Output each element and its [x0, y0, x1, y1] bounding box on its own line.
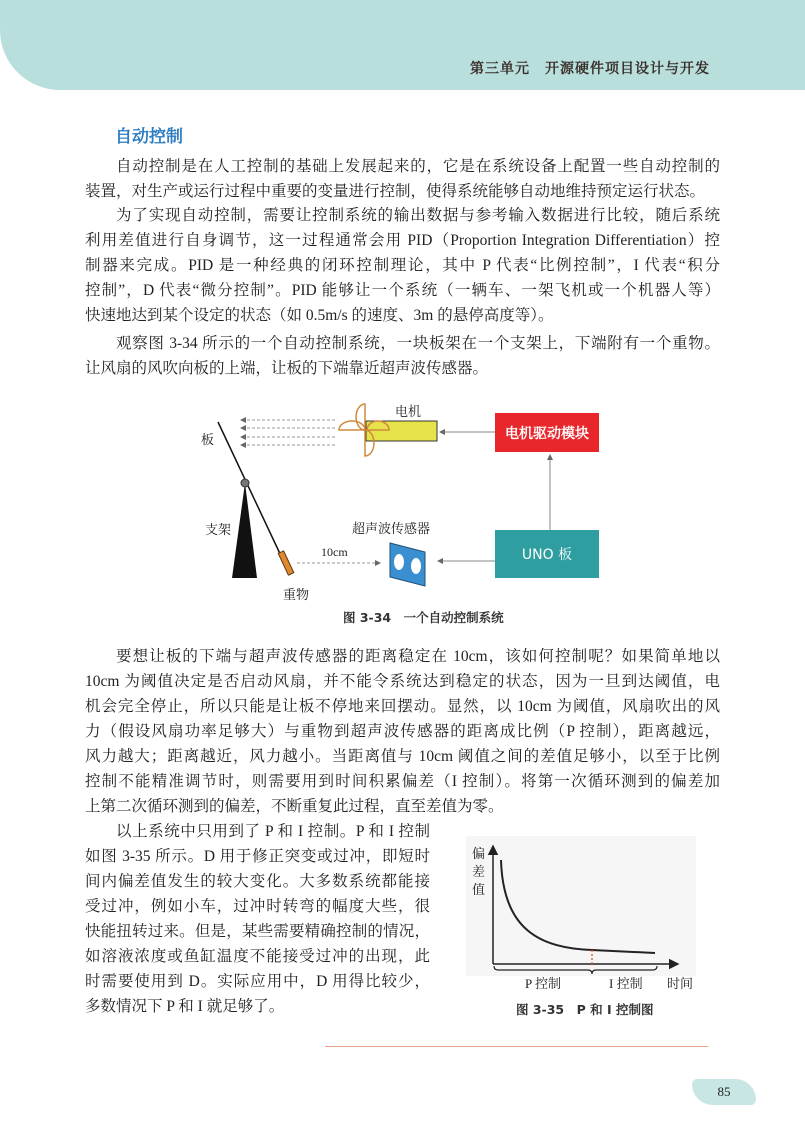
text-line: 控制不能精准调节时，则需要用到时间积累偏差（I 控制）。将第一次循环测到的偏差加 — [85, 773, 720, 790]
y-label-char: 偏 — [472, 846, 486, 861]
x-axis-label: 时间 — [667, 976, 694, 991]
text-line: 观察图 3-34 所示的一个自动控制系统，一块板架在一个支架上，下端附有一个重物。 — [116, 335, 720, 352]
distance-label: 10cm — [321, 545, 348, 559]
figure-caption: 图 3-35 P 和 I 控制图 — [516, 1002, 654, 1017]
text-line: 间内偏差值发生的较大变化。大多数系统都能接 — [85, 873, 430, 890]
text-line: 装置，对生产或运行过程中重要的变量进行控制，使得系统能够自动地维持预定运行状态。 — [85, 183, 706, 200]
text-line: 让风扇的风吹向板的上端，让板的下端靠近超声波传感器。 — [85, 360, 489, 377]
y-label-char: 差 — [472, 864, 486, 879]
page-number: 85 — [692, 1079, 756, 1105]
text-line: 利用差值进行自身调节，这一过程通常会用 PID（Proportion Integration Differentiation）控 — [85, 232, 720, 249]
y-axis-label — [472, 845, 485, 899]
text-line: 受过冲，例如小车，过冲时转弯的幅度大些，很 — [85, 898, 430, 915]
text-line: 如溶液浓度或鱼缸温度不能接受过冲的出现，此 — [85, 948, 430, 965]
text-line: 风力越大；距离越近，风力越小。当距离值与 10cm 阈值之间的差值足够小，以至于比例 — [85, 748, 720, 765]
p-control-label: P 控制 — [525, 976, 561, 991]
uno-board-box: UNO 板 — [495, 530, 599, 578]
text-line: 如图 3-35 所示。D 用于修正突变或过冲，即短时 — [85, 848, 430, 865]
divider — [325, 1046, 708, 1047]
motor-label: 电机 — [395, 404, 422, 419]
text-line: 上第二次循环测到的偏差，不断重复此过程，直至差值为零。 — [85, 798, 504, 815]
text-line: 控制”，D 代表“微分控制”。PID 能够让一个系统（一辆车、一架飞机或一个机器人等） — [85, 282, 720, 299]
text-line: 力（假设风扇功率足够大）与重物到超声波传感器的距离成比例（P 控制），距离越远， — [85, 723, 720, 740]
motor-driver-box: 电机驱动模块 — [495, 413, 599, 452]
sensor-label: 超声波传感器 — [352, 521, 431, 536]
unit-title: 第三单元 开源硬件项目设计与开发 — [470, 62, 710, 77]
text-line: 自动控制是在人工控制的基础上发展起来的，它是在系统设备上配置一些自动控制的 — [116, 158, 720, 175]
text-line: 10cm 为阈值决定是否启动风扇，并不能令系统达到稳定的状态，因为一旦到达阈值，电 — [85, 673, 720, 690]
text-line: 要想让板的下端与超声波传感器的距离稳定在 10cm，该如何控制呢？如果简单地以 — [116, 648, 720, 665]
text-line: 快能扭转过来。但是，某些需要精确控制的情况， — [85, 923, 430, 940]
board-label: 板 — [201, 432, 215, 447]
text-line: 为了实现自动控制，需要让控制系统的输出数据与参考输入数据进行比较，随后系统 — [116, 207, 720, 224]
section-heading: 自动控制 — [115, 127, 183, 147]
text-line: 制器来完成。PID 是一种经典的闭环控制理论，其中 P 代表“比例控制”，I 代表“积分 — [85, 257, 720, 274]
text-line: 机会完全停止，所以只能是让板不停地来回摆动。显然，以 10cm 为阈值，风扇吹出的风 — [85, 698, 720, 715]
weight-label: 重物 — [283, 587, 310, 602]
figure-caption: 图 3-34 一个自动控制系统 — [343, 610, 504, 625]
text-line: 时需要使用到 D。实际应用中，D 用得比较少， — [85, 973, 430, 990]
text-line: 以上系统中只用到了 P 和 I 控制。P 和 I 控制 — [116, 823, 430, 840]
y-label-char: 值 — [472, 882, 486, 897]
stand-label: 支架 — [205, 522, 232, 537]
text-line: 快速地达到某个设定的状态（如 0.5m/s 的速度、3m 的悬停高度等）。 — [85, 307, 554, 324]
i-control-label: I 控制 — [609, 976, 643, 991]
text-line: 多数情况下 P 和 I 就足够了。 — [85, 998, 285, 1015]
